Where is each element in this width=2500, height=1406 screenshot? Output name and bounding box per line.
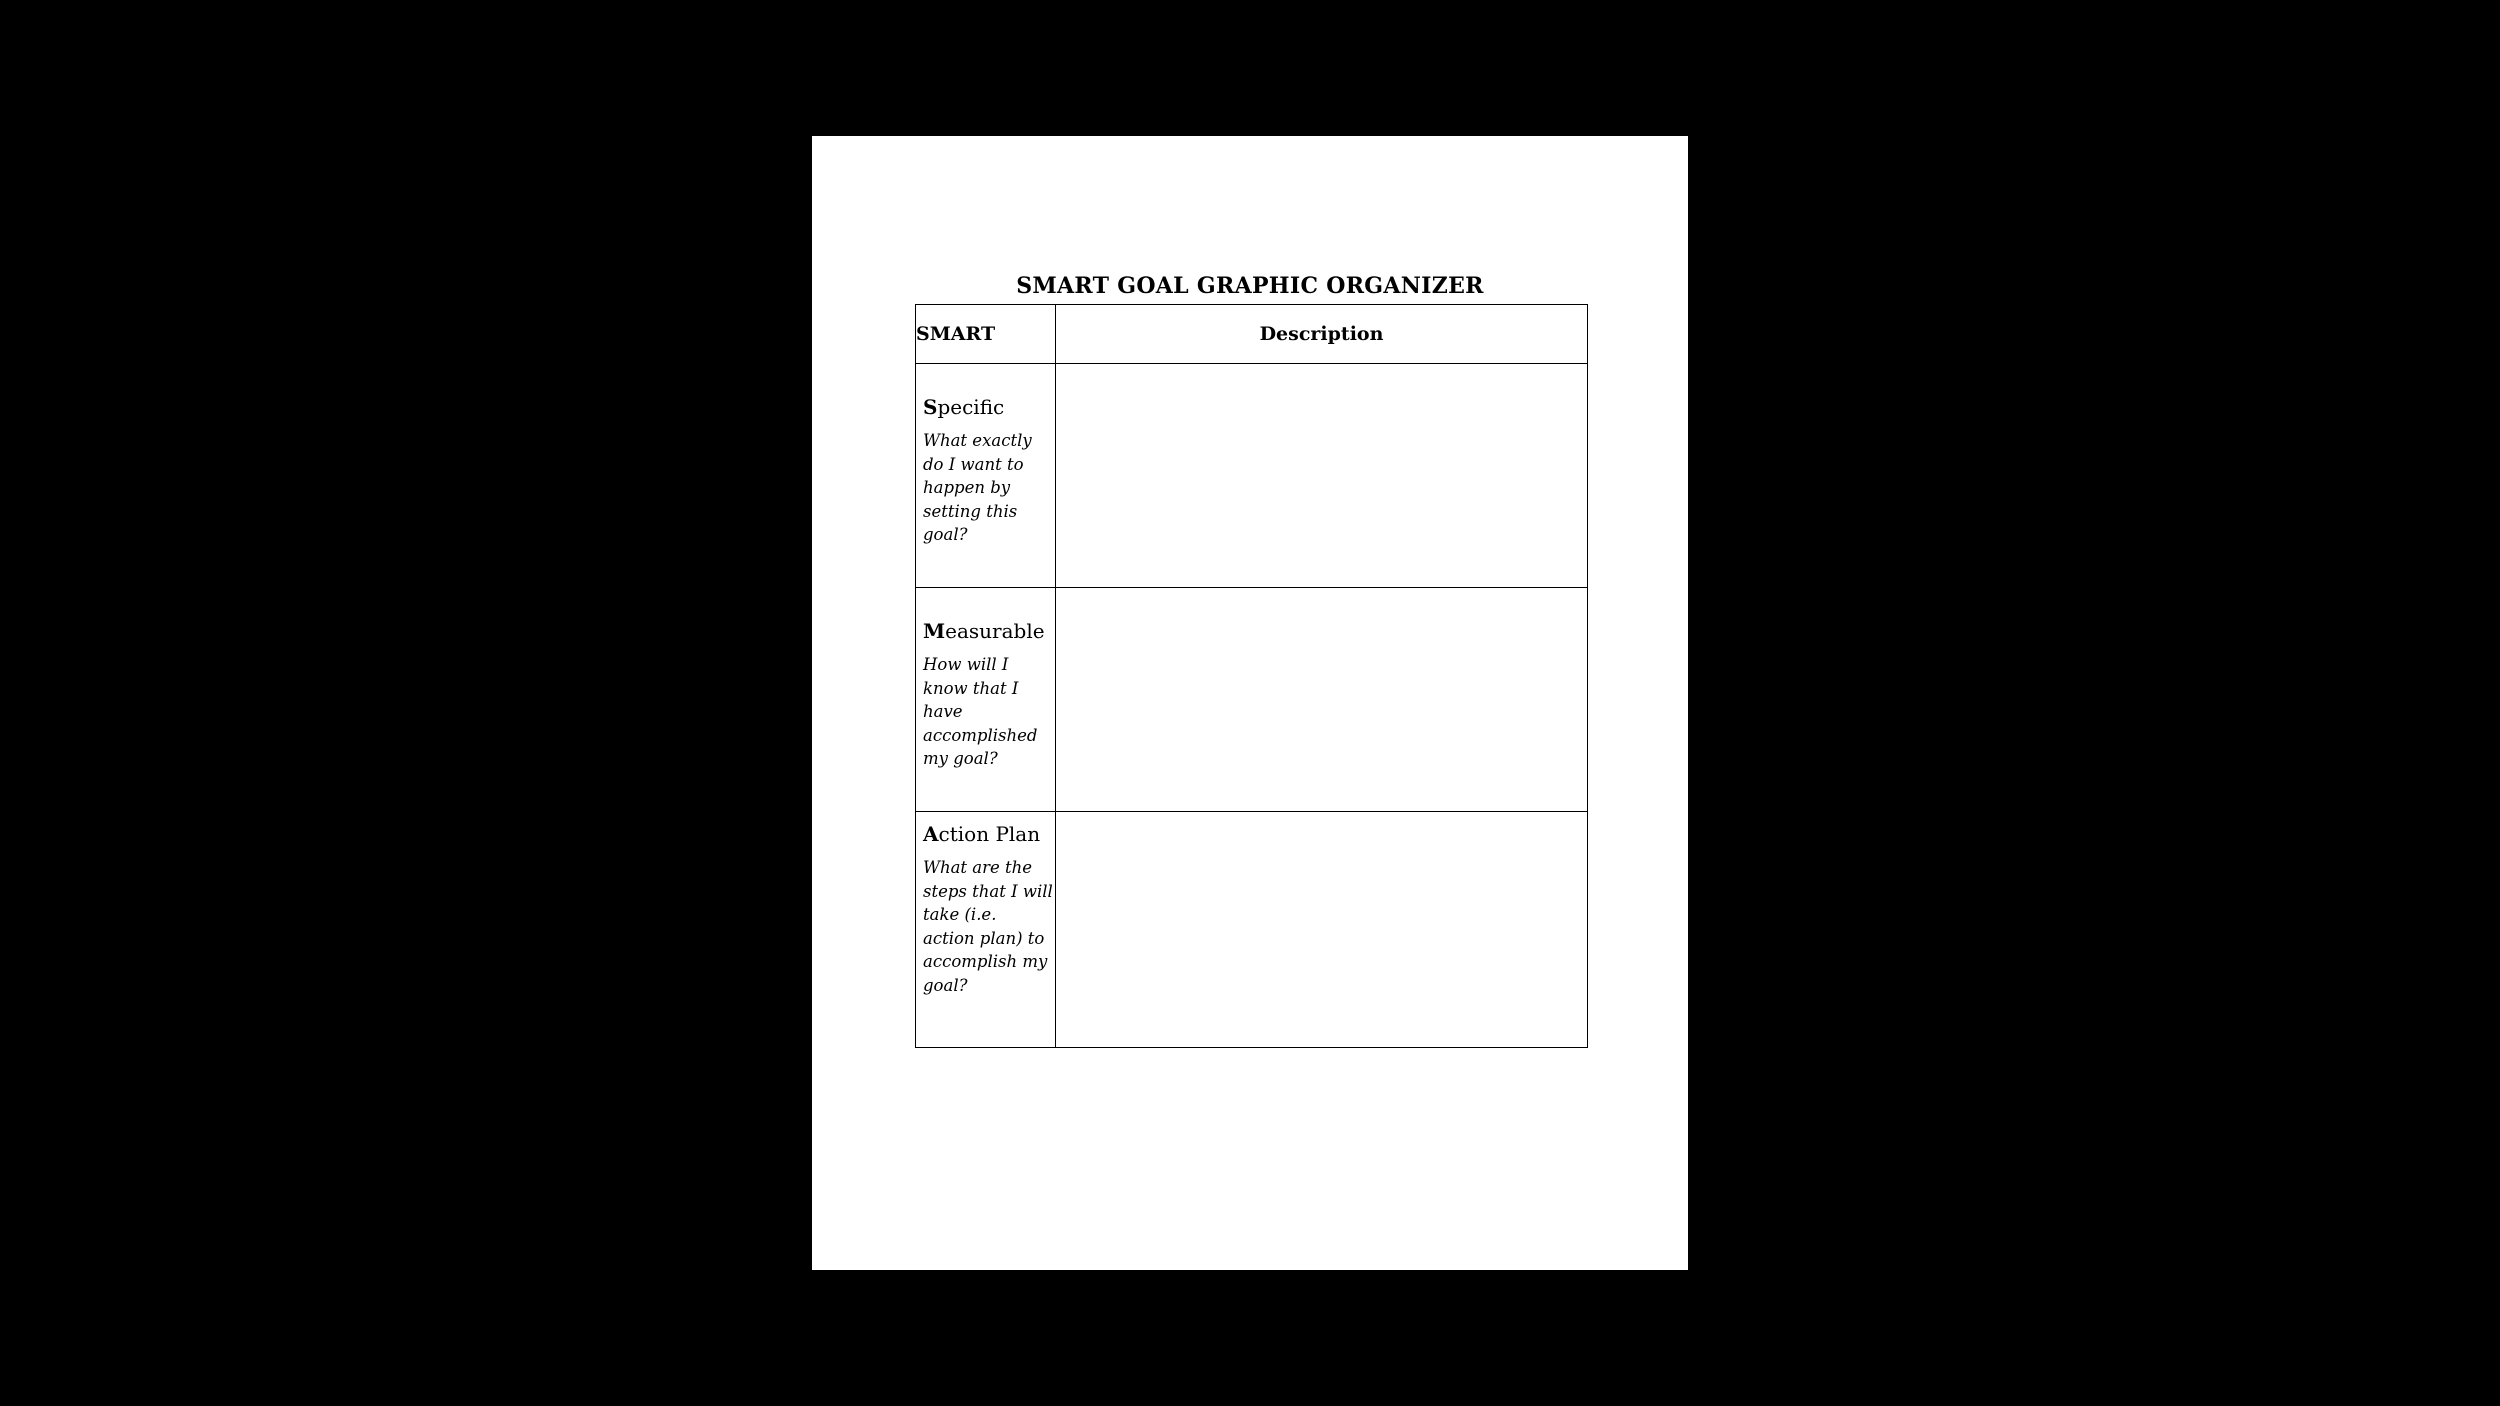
page-title: SMART GOAL GRAPHIC ORGANIZER	[1016, 273, 1484, 299]
question-specific: What exactly do I want to happen by setting this goal?	[923, 431, 1032, 544]
question-action-plan: What are the steps that I will take (i.e. action plan) to accomplish my goal?	[923, 858, 1053, 995]
term-specific	[923, 394, 1053, 420]
term-initial: A	[923, 822, 939, 846]
term-rest: ction Plan	[938, 822, 1041, 846]
term-rest: pecific	[937, 395, 1005, 419]
term-measurable	[923, 618, 1053, 644]
term-initial: M	[923, 619, 946, 643]
term-initial: S	[923, 395, 938, 419]
header-description: Description	[1056, 305, 1588, 364]
table-header-row	[916, 305, 1588, 364]
table-row	[916, 812, 1588, 1048]
table-row	[916, 588, 1588, 812]
table-row	[916, 364, 1588, 588]
term-rest: easurable	[945, 619, 1045, 643]
description-cell-measurable[interactable]	[1056, 588, 1588, 812]
term-action-plan	[923, 821, 1053, 847]
smart-cell-specific	[916, 364, 1056, 588]
smart-goal-table	[915, 304, 1588, 1048]
question-measurable: How will I know that I have accomplished my goal?	[923, 655, 1038, 768]
document-page	[812, 136, 1688, 1270]
description-cell-specific[interactable]	[1056, 364, 1588, 588]
header-smart: SMART	[916, 305, 1056, 364]
smart-cell-action-plan	[916, 812, 1056, 1048]
smart-cell-measurable	[916, 588, 1056, 812]
description-cell-action-plan[interactable]	[1056, 812, 1588, 1048]
